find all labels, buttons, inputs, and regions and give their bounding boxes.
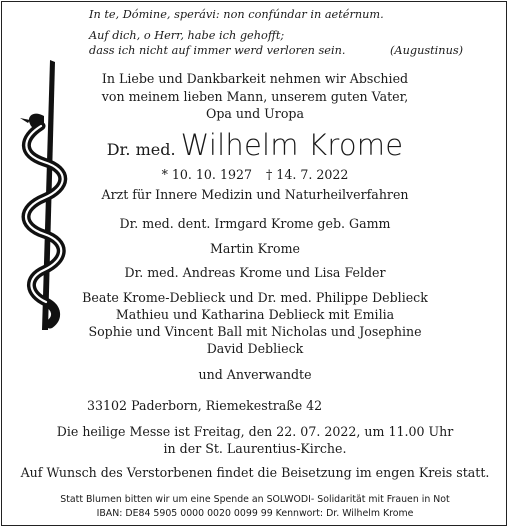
mass-line-1: Die heilige Messe ist Freitag, den 22. 07. 2022, um 11.00 Uhr bbox=[56, 424, 454, 439]
mourner-family-line-4: David Deblieck bbox=[206, 341, 304, 356]
mourner-child-1: Martin Krome bbox=[209, 241, 301, 256]
intro-line-3: Opa und Uropa bbox=[206, 106, 304, 121]
relatives: und Anverwandte bbox=[198, 367, 312, 382]
name-prefix: Dr. med. bbox=[106, 140, 176, 159]
donation-line-2: IBAN: DE84 5905 0000 0020 0099 99 Kennwort: Dr. Wilhelm Krome bbox=[96, 508, 414, 519]
birth-date: * 10. 10. 1927 bbox=[161, 167, 252, 182]
mourner-family-line-3: Sophie und Vincent Ball mit Nicholas und Josephine bbox=[88, 324, 422, 339]
quote-latin: In te, Dómine, sperávi: non confúndar in aetérnum. bbox=[89, 8, 384, 21]
deceased-name-row bbox=[0, 128, 510, 162]
intro-line-2: von meinem lieben Mann, unserem guten Vater, bbox=[101, 89, 409, 104]
quote-author: (Augustinus) bbox=[390, 44, 464, 57]
mourner-family-line-2: Mathieu und Katharina Deblieck mit Emilia bbox=[115, 307, 395, 322]
quote-german-line2: dass ich nicht auf immer werd verloren sein. bbox=[89, 44, 346, 57]
mourner-family-line-1: Beate Krome-Deblieck und Dr. med. Philippe Deblieck bbox=[82, 290, 428, 305]
quote-german-line1: Auf dich, o Herr, habe ich gehofft; bbox=[89, 29, 285, 42]
burial-note: Auf Wunsch des Verstorbenen findet die Beisetzung im engen Kreis statt. bbox=[20, 465, 490, 480]
deceased-name: Wilhelm Krome bbox=[180, 128, 404, 162]
mourner-spouse: Dr. med. dent. Irmgard Krome geb. Gamm bbox=[119, 216, 391, 231]
life-dates bbox=[0, 167, 510, 182]
mass-line-2: in der St. Laurentius-Kirche. bbox=[163, 441, 347, 456]
address: 33102 Paderborn, Riemekestraße 42 bbox=[87, 398, 323, 413]
intro-line-1: In Liebe und Dankbarkeit nehmen wir Abschied bbox=[101, 71, 409, 86]
profession: Arzt für Innere Medizin und Naturheilverfahren bbox=[101, 187, 409, 202]
mourner-child-2: Dr. med. Andreas Krome und Lisa Felder bbox=[124, 265, 386, 280]
donation-line-1: Statt Blumen bitten wir um eine Spende an SOLWODI- Solidarität mit Frauen in Not bbox=[60, 494, 450, 505]
death-date: † 14. 7. 2022 bbox=[266, 167, 349, 182]
